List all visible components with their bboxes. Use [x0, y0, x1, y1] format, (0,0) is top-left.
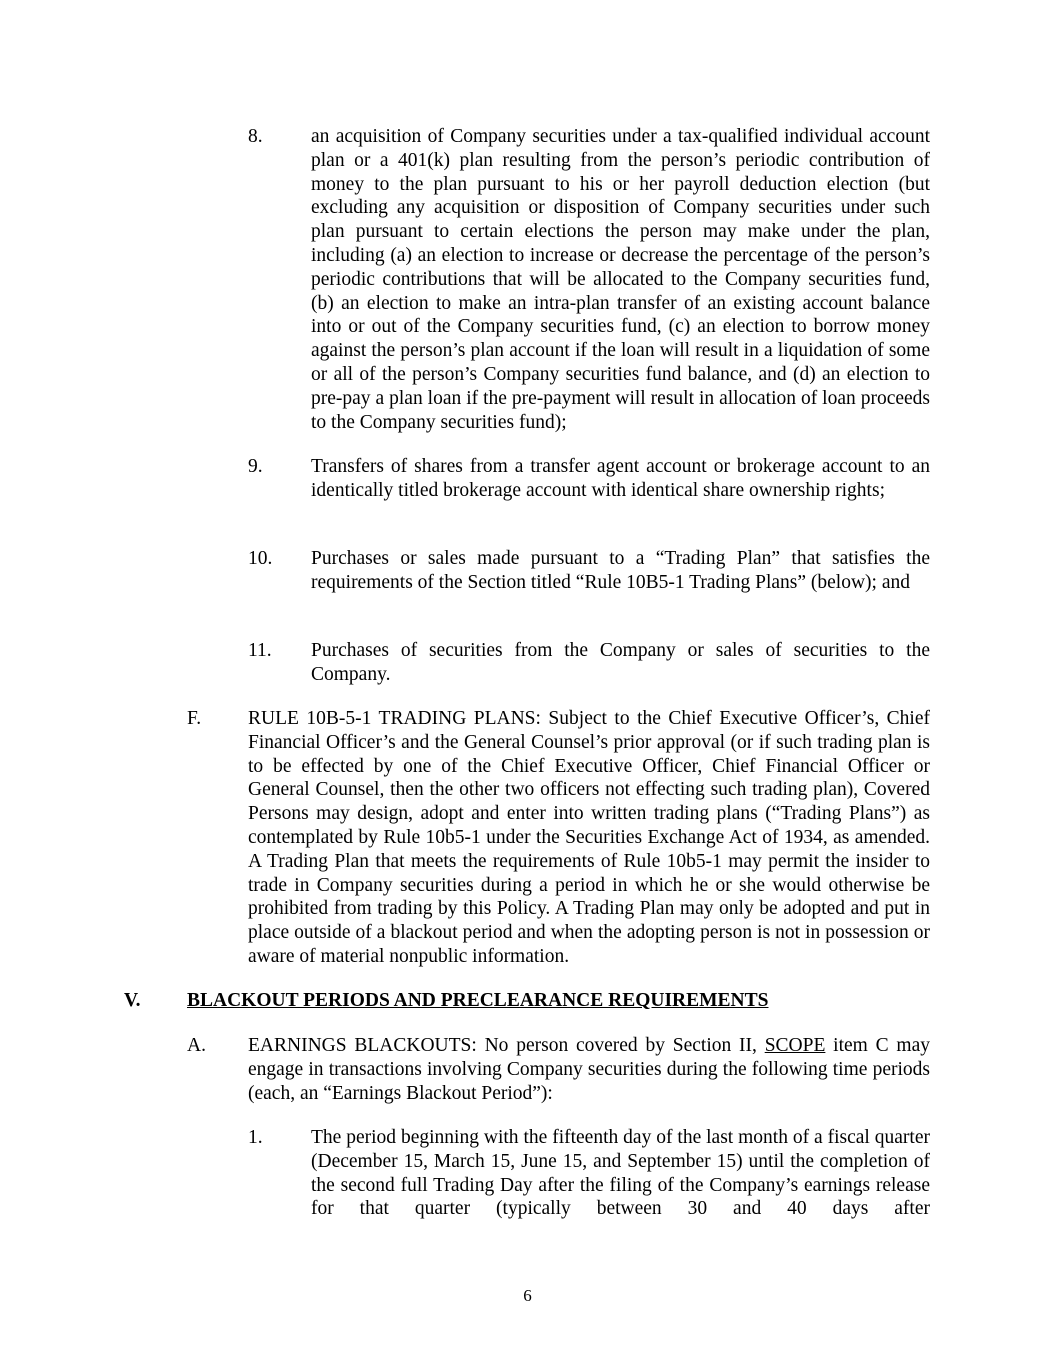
list-item-text: Transfers of shares from a transfer agent account or brokerage account to an identically titled brokerage account with identical share ownership rights;	[311, 456, 930, 501]
list-item-text: The period beginning with the fifteenth day of the last month of a fiscal quarter (December 15, March 15, June 15, and September 15) until the completion of the second full Trading Day after the filing of the Company’s earnings release for that quarter (typically between 30 and 40 days after	[311, 1127, 930, 1220]
list-item-text: Purchases or sales made pursuant to a “Trading Plan” that satisfies the requirements of the Section titled “Rule 10B5-1 Trading Plans” (below); and	[311, 548, 930, 593]
section-number: V.	[124, 990, 141, 1011]
section-a-text-before: EARNINGS BLACKOUTS: No person covered by Section II,	[248, 1035, 765, 1056]
section-letter: A.	[187, 1035, 206, 1056]
list-item-number: 1.	[248, 1127, 263, 1148]
page-number: 6	[523, 1286, 532, 1305]
section-title: BLACKOUT PERIODS AND PRECLEARANCE REQUIREMENTS	[187, 990, 769, 1011]
list-item-number: 10.	[248, 548, 273, 569]
scope-reference: SCOPE	[764, 1035, 826, 1056]
section-a-text	[248, 1034, 930, 1105]
list-item-number: 8.	[248, 126, 263, 147]
section-letter: F.	[187, 708, 202, 729]
list-item-text: an acquisition of Company securities under a tax-qualified individual account plan or a 401(k) plan resulting from the person’s periodic contribution of money to the plan pursuant to his or her payroll deduction election (but excluding any acquisition or disposition of Company securities under such plan pursuant to certain elections the person may make under the plan, including (a) an election to increase or decrease the percentage of the person’s periodic contributions that will be allocated to the Company securities fund, (b) an election to make an intra-plan transfer of an existing account balance into or out of the Company securities fund, (c) an election to borrow money against the person’s plan account if the loan will result in a liquidation of some or all of the person’s Company securities fund balance, and (d) an election to pre-pay a plan loan if the pre-payment will result in allocation of loan proceeds to the Company securities fund);	[311, 126, 930, 433]
list-item-text: Purchases of securities from the Company or sales of securities to the Company.	[311, 640, 930, 685]
list-item-number: 9.	[248, 456, 263, 477]
section-f-text: RULE 10B-5-1 TRADING PLANS: Subject to the Chief Executive Officer’s, Chief Financial Officer’s and the General Counsel’s prior approval (or if such trading plan is to be effected by one of the Chief Executive Officer, Chief Financial Officer or General Counsel, then the other two officers not effecting such trading plan), Covered Persons may design, adopt and enter into written trading plans (“Trading Plans”) as contemplated by Rule 10b5-1 under the Securities Exchange Act of 1934, as amended. A Trading Plan that meets the requirements of Rule 10b5-1 may permit the insider to trade in Company securities during a period in which he or she would otherwise be prohibited from trading by this Policy. A Trading Plan may only be adopted and put in place outside of a blackout period and when the adopting person is not in possession or aware of material nonpublic information.	[248, 708, 930, 967]
list-item-number: 11.	[248, 640, 272, 661]
section-a-text-after: item C may engage in transactions involving Company securities during the following time periods (each, an “Earnings Blackout Period”):	[248, 1035, 930, 1104]
